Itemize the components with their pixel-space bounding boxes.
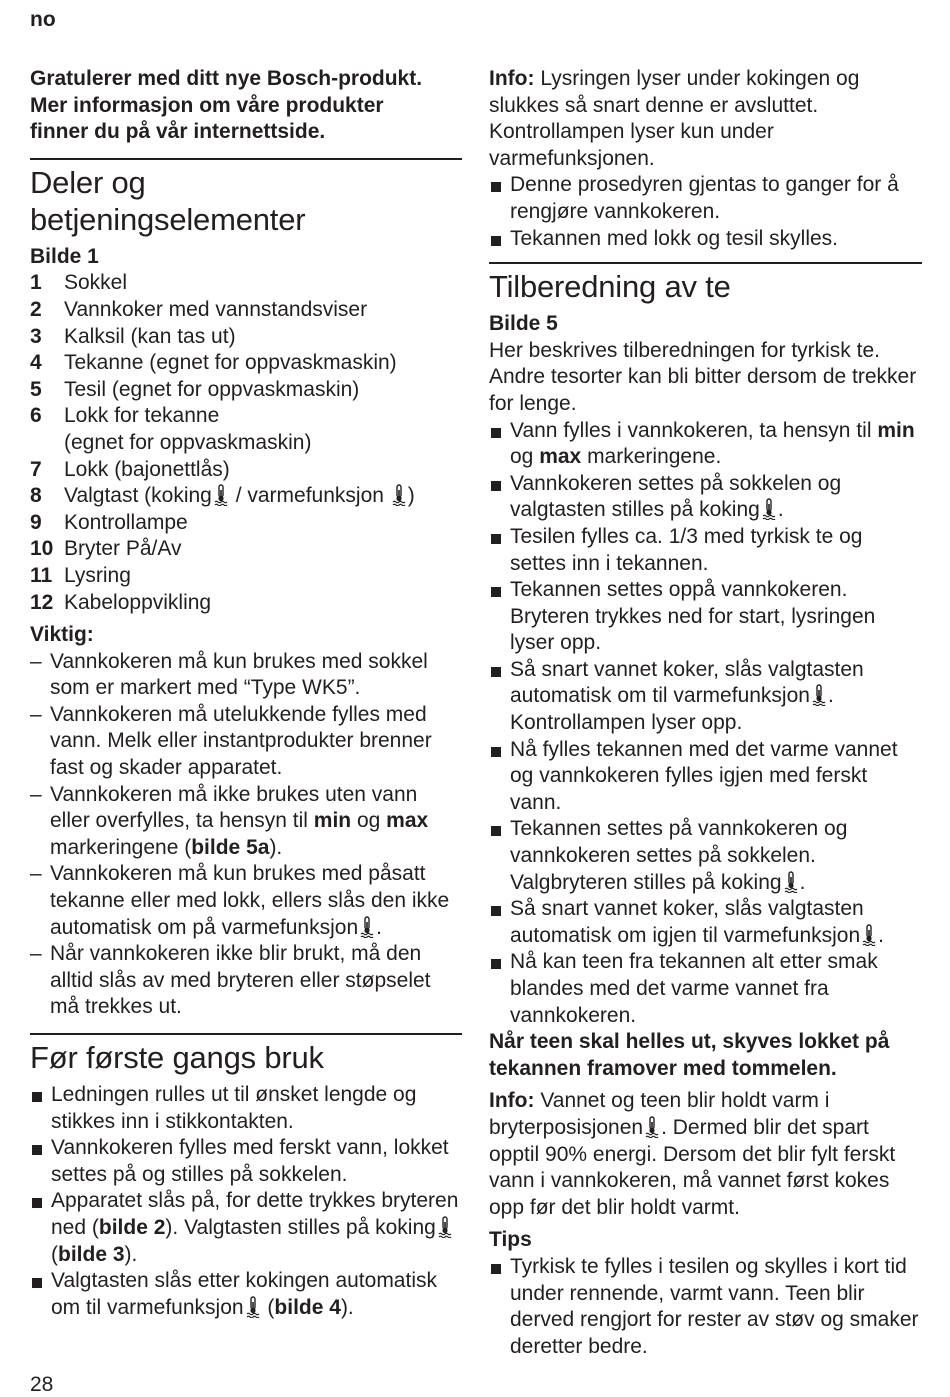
- figure-label: Bilde 5: [489, 312, 558, 336]
- dash-marker: –: [30, 862, 42, 886]
- item-text: Lokk for tekanne: [64, 404, 220, 428]
- list-item: [30, 536, 462, 563]
- list-item: [489, 1254, 922, 1360]
- bullet-marker: [30, 1135, 51, 1188]
- info-label: Info:: [489, 1089, 535, 1113]
- item-number: 10: [30, 537, 54, 561]
- list-item: [30, 702, 462, 782]
- bullet-marker: [489, 657, 510, 737]
- left-column: [30, 66, 462, 1321]
- item-number: 6: [30, 404, 42, 428]
- item-text: Vannkokeren må utelukkende fylles med vann. Melk eller instantprodukter brenner fast og skader apparatet.: [50, 702, 432, 780]
- text-part: Vannkokeren må ikke brukes uten vann eller overfylles, ta hensyn til: [50, 782, 418, 833]
- boil-icon: [438, 1216, 452, 1238]
- tea-steps-list: [489, 418, 922, 1030]
- text-part: .: [799, 870, 806, 894]
- text-part: Tekannen settes på vannkokeren og vannkokeren settes på sokkelen. Valgbryteren stilles på koking: [510, 817, 848, 894]
- keep-warm-icon: [645, 1116, 659, 1138]
- dash-marker: –: [30, 702, 42, 726]
- item-number: 9: [30, 510, 42, 534]
- keep-warm-icon: [246, 1296, 260, 1318]
- list-item: [489, 657, 922, 737]
- bullet-marker: [489, 737, 510, 817]
- text-part: Vann fylles i vannkokeren, ta hensyn til: [510, 418, 878, 442]
- text-part: markeringene.: [581, 445, 722, 469]
- item-text: Kalksil (kan tas ut): [64, 324, 236, 348]
- list-item: [30, 1268, 462, 1321]
- item-text: Tyrkisk te fylles i tesilen og skylles i kort tid under rennende, varmt vann. Teen blir derved rengjort for rester av støv og smaker deretter bedre.: [510, 1254, 919, 1358]
- list-item: [489, 737, 922, 817]
- item-text: Bryter På/Av: [64, 537, 182, 561]
- item-text: Nå fylles tekannen med det varme vannet og vannkokeren fylles igjen med ferskt vann.: [510, 737, 898, 814]
- text-part: bilde 2: [98, 1215, 166, 1239]
- item-text-part: Valgtast (koking: [64, 484, 212, 508]
- item-number: 8: [30, 484, 42, 508]
- list-item: [30, 941, 462, 1021]
- list-item: [489, 418, 922, 471]
- text-part: Valgtasten slås etter kokingen automatisk om til varmefunksjon: [51, 1269, 437, 1319]
- item-text: Kabeloppvikling: [64, 590, 212, 614]
- list-item: [30, 430, 462, 457]
- list-item: [489, 524, 922, 577]
- text-part: (: [261, 1295, 275, 1319]
- intro-line: Gratulerer med ditt nye Bosch-produkt.: [30, 67, 423, 90]
- bullet-marker: [30, 1268, 51, 1321]
- intro-line: Mer informasjon om våre produkter: [30, 93, 384, 117]
- parts-heading: [30, 164, 462, 238]
- list-item: [30, 510, 462, 537]
- item-number: 11: [30, 563, 53, 587]
- list-item: [30, 457, 462, 484]
- item-text: Tesilen fylles ca. 1/3 med tyrkisk te og settes inn i tekannen.: [510, 524, 863, 575]
- item-text: Vannkokeren må kun brukes med sokkel som er markert med “Type WK5”.: [50, 649, 428, 700]
- item-text: Vannkokeren fylles med ferskt vann, lokket settes på og stilles på sokkelen.: [51, 1136, 449, 1186]
- list-item: [30, 350, 462, 377]
- text-part: Så snart vannet koker, slås valgtasten automatisk om til varmefunksjon: [510, 657, 864, 708]
- item-text: Tekannen settes oppå vannkokeren. Bryteren trykkes ned for start, lysringen lyser opp.: [510, 578, 876, 655]
- item-text: [510, 471, 922, 524]
- parts-list: [30, 270, 462, 616]
- list-item: [489, 896, 922, 949]
- parts-heading-line: Deler og: [30, 164, 146, 200]
- bullet-marker: [489, 949, 510, 1029]
- info-label: Info:: [489, 67, 535, 90]
- keep-warm-icon: [392, 484, 406, 506]
- item-text: [51, 1268, 462, 1321]
- pour-note: Når teen skal helles ut, skyves lokket på tekannen framover med tommelen.: [489, 1030, 890, 1080]
- item-text: Sokkel: [64, 271, 128, 295]
- text-part: Så snart vannet koker, slås valgtasten automatisk om igjen til varmefunksjon: [510, 897, 864, 947]
- page-number: 28: [30, 1373, 54, 1396]
- list-item: [30, 483, 462, 510]
- intro-text: [30, 66, 462, 146]
- item-text: Ledningen rulles ut til ønsket lengde og stikkes inn i stikkontakten.: [51, 1083, 417, 1133]
- text-part: .: [878, 923, 884, 947]
- item-text: Tesil (egnet for oppvaskmaskin): [64, 377, 360, 401]
- bullet-marker: [489, 418, 510, 471]
- boil-icon: [762, 498, 776, 520]
- list-item: [30, 1082, 462, 1135]
- dash-marker: –: [30, 942, 42, 966]
- item-number: 12: [30, 590, 54, 614]
- section-divider: [489, 262, 922, 264]
- text-part: Vannkokeren må kun brukes med påsatt tekanne eller med lokk, ellers slås den ikke automatisk om på varmefunksjon: [50, 862, 450, 939]
- text-part: Vannkokeren settes på sokkelen og valgtasten stilles på koking: [510, 471, 842, 522]
- text-part: min: [313, 809, 352, 833]
- text-part: markeringene (: [50, 835, 192, 859]
- bullet-marker: [489, 896, 510, 949]
- item-text: [64, 483, 415, 510]
- bullet-marker: [489, 226, 510, 253]
- list-item: [489, 226, 922, 253]
- list-item: [30, 649, 462, 702]
- dash-marker: –: [30, 649, 42, 673]
- important-label: Viktig:: [30, 623, 94, 647]
- tea-heading: Tilberedning av te: [489, 269, 731, 305]
- text-part: min: [877, 418, 915, 442]
- parts-heading-line: betjeningselementer: [30, 201, 306, 237]
- section-divider: [30, 1033, 462, 1035]
- text-part: og: [351, 809, 387, 833]
- bullet-marker: [489, 1254, 510, 1360]
- item-number: 7: [30, 457, 42, 481]
- text-part: bilde 4: [274, 1295, 341, 1319]
- item-number: 5: [30, 377, 42, 401]
- list-item: [30, 563, 462, 590]
- tea-intro: Her beskrives tilberedningen for tyrkisk te. Andre tesorter kan bli bitter dersom de trekker for lenge.: [489, 338, 917, 415]
- info-text: . Dermed blir det spart opptil 90% energi. Dersom det blir fylt ferskt vann i vannkokeren, må vannet først kokes opp før det blir holdt varmt.: [489, 1115, 896, 1219]
- text-part: max: [539, 445, 582, 469]
- info-text: Vannet og teen blir holdt varm i bryterposisjonen: [489, 1089, 830, 1139]
- first-use-list: [30, 1082, 462, 1321]
- bullet-marker: [489, 471, 510, 524]
- item-number: 4: [30, 351, 42, 375]
- list-item: [30, 270, 462, 297]
- text-part: ). Valgtasten stilles på koking: [165, 1215, 436, 1239]
- info-paragraph: [489, 66, 922, 172]
- item-text: [510, 896, 922, 949]
- list-item: [489, 471, 922, 524]
- keep-warm-icon: [360, 916, 374, 938]
- text-part: ).: [269, 835, 283, 859]
- important-list: [30, 649, 462, 1021]
- bullet-marker: [30, 1188, 51, 1268]
- item-text: [51, 1188, 462, 1268]
- text-part: ).: [340, 1295, 354, 1319]
- list-item: [489, 816, 922, 896]
- item-text: [510, 418, 922, 471]
- text-part: bilde 3: [58, 1242, 125, 1266]
- item-text: Kontrollampe: [64, 510, 188, 534]
- text-part: og: [510, 445, 540, 469]
- item-text: Vannkoker med vannstandsviser: [64, 297, 368, 321]
- list-item: [30, 1188, 462, 1268]
- bullet-marker: [489, 524, 510, 577]
- item-text: Nå kan teen fra tekannen alt etter smak blandes med det varme vannet fra vannkokeren.: [510, 950, 878, 1027]
- text-part: . Kontrollampen lyser opp.: [510, 684, 834, 735]
- list-item: [489, 577, 922, 657]
- item-text: Når vannkokeren ikke blir brukt, må den alltid slås av med bryteren eller støpselet må trekkes ut.: [50, 942, 431, 1019]
- tips-label: Tips: [489, 1228, 532, 1252]
- text-part: bilde 5a: [191, 835, 270, 859]
- list-item: [30, 782, 462, 862]
- list-item: [489, 172, 922, 225]
- bullet-marker: [30, 1082, 51, 1135]
- list-item: [489, 949, 922, 1029]
- item-text: Lokk (bajonettlås): [64, 457, 230, 481]
- boil-icon: [784, 871, 798, 893]
- list-item: [30, 590, 462, 617]
- figure-label: Bilde 1: [30, 244, 99, 268]
- cleaning-list: [489, 172, 922, 252]
- item-text: [50, 861, 462, 941]
- item-text: [510, 657, 922, 737]
- bullet-marker: [489, 816, 510, 896]
- item-text: Tekanne (egnet for oppvaskmaskin): [64, 351, 397, 375]
- item-text: Denne prosedyren gjentas to ganger for å rengjøre vannkokeren.: [510, 173, 899, 223]
- item-text-part: / varmefunksjon: [229, 484, 390, 508]
- keep-warm-icon: [862, 924, 876, 946]
- item-text: (egnet for oppvaskmaskin): [64, 430, 312, 454]
- list-item: [30, 324, 462, 351]
- bullet-marker: [489, 172, 510, 225]
- right-column: [489, 66, 922, 1360]
- item-text: [50, 782, 462, 862]
- info-paragraph: [489, 1088, 922, 1221]
- item-number: 3: [30, 324, 42, 348]
- text-part: ).: [124, 1242, 138, 1266]
- item-text: [510, 816, 922, 896]
- list-item: [30, 403, 462, 430]
- dash-marker: –: [30, 782, 42, 806]
- text-part: (: [51, 1242, 58, 1266]
- item-number: 2: [30, 297, 42, 321]
- language-code: no: [30, 8, 56, 31]
- text-part: Apparatet slås på, for dette trykkes bryteren ned (: [51, 1189, 459, 1239]
- boil-icon: [214, 484, 228, 506]
- info-text: Lysringen lyser under kokingen og slukkes så snart denne er avsluttet. Kontrollampen lyser kun under varmefunksjonen.: [489, 67, 860, 170]
- list-item: [30, 861, 462, 941]
- first-use-heading: Før første gangs bruk: [30, 1040, 324, 1075]
- text-part: max: [386, 809, 429, 833]
- item-text: Lysring: [64, 563, 131, 587]
- section-divider: [30, 158, 462, 160]
- text-part: .: [777, 498, 784, 522]
- intro-line: finner du på vår internettside.: [30, 120, 326, 144]
- tips-list: [489, 1254, 922, 1360]
- item-text: Tekannen med lokk og tesil skylles.: [510, 226, 838, 250]
- item-number: [30, 430, 64, 457]
- item-number: 1: [30, 271, 42, 295]
- list-item: [30, 377, 462, 404]
- list-item: [30, 1135, 462, 1188]
- keep-warm-icon: [812, 684, 826, 706]
- text-part: .: [376, 915, 382, 939]
- list-item: [30, 297, 462, 324]
- item-text-part: ): [407, 484, 415, 508]
- bullet-marker: [489, 577, 510, 657]
